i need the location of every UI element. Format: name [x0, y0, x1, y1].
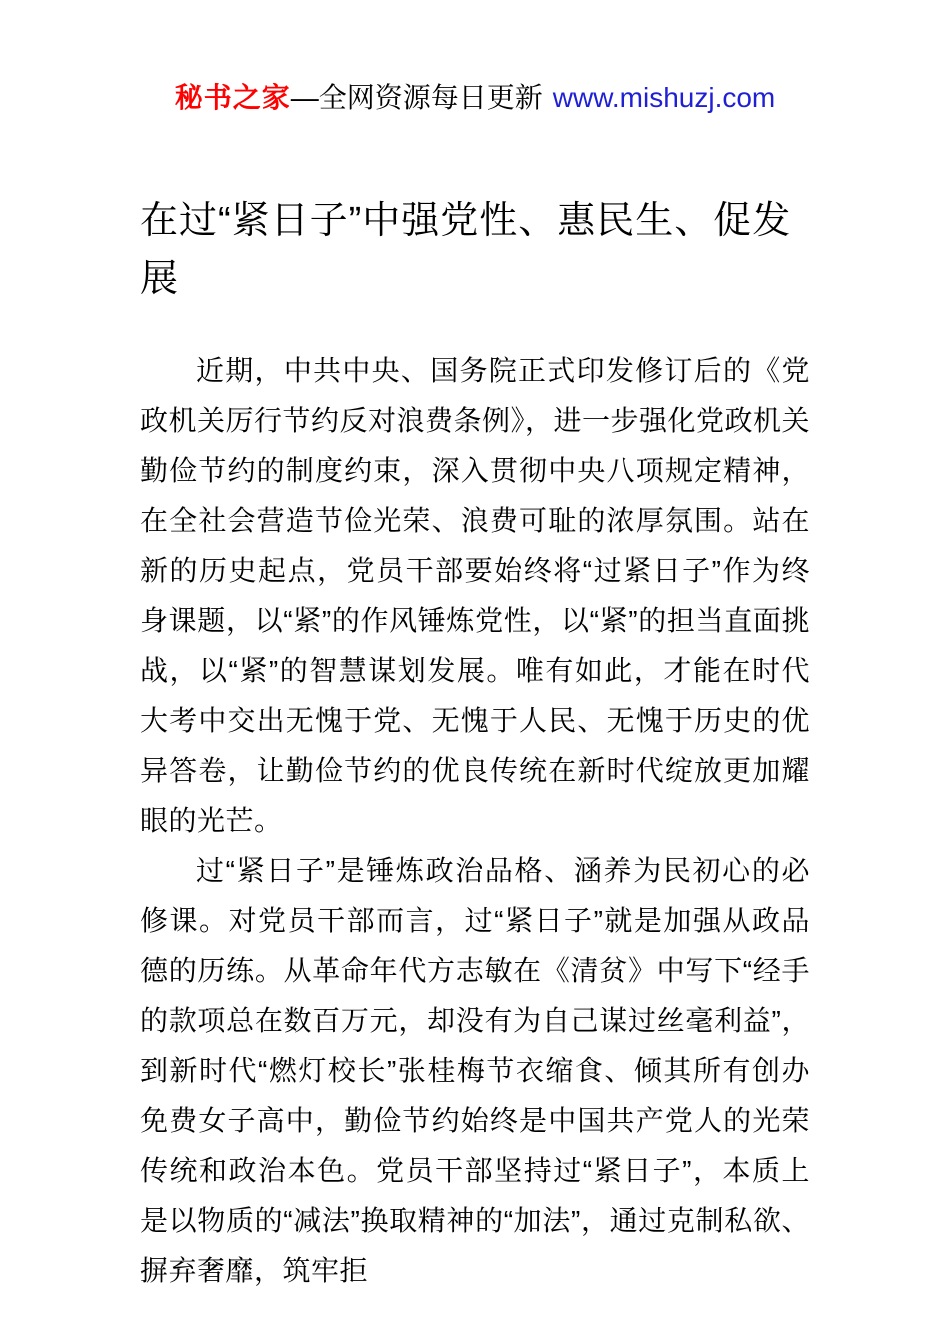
document-content — [140, 192, 810, 1296]
body-paragraph: 近期，中共中央、国务院正式印发修订后的《党政机关厉行节约反对浪费条例》，进一步强化党政机关勤俭节约的制度约束，深入贯彻中央八项规定精神，在全社会营造节俭光荣、浪费可耻的浓厚氛围。站在新的历史起点，党员干部要始终将“过紧日子”作为终身课题，以“紧”的作风锤炼党性，以“紧”的担当直面挑战，以“紧”的智慧谋划发展。唯有如此，才能在时代大考中交出无愧于党、无愧于人民、无愧于历史的优异答卷，让勤俭节约的优良传统在新时代绽放更加耀眼的光芒。 — [140, 355, 811, 836]
site-url: www.mishuzj.com — [552, 82, 776, 113]
header-dash: — — [290, 82, 319, 113]
site-name: 秘书之家 — [174, 82, 291, 113]
site-tagline: 全网资源每日更新 — [318, 82, 543, 113]
site-header — [0, 0, 950, 116]
document-title: 在过“紧日子”中强党性、惠民生、促发展 — [140, 200, 792, 300]
document-body — [140, 346, 810, 1296]
body-paragraph: 过“紧日子”是锤炼政治品格、涵养为民初心的必修课。对党员干部而言，过“紧日子”就是加强从政品德的历练。从革命年代方志敏在《清贫》中写下“经手的款项总在数百万元，却没有为自己谋过丝毫利益”，到新时代“燃灯校长”张桂梅节衣缩食、倾其所有创办免费女子高中，勤俭节约始终是中国共产党人的光荣传统和政治本色。党员干部坚持过“紧日子”，本质上是以物质的“减法”换取精神的“加法”，通过克制私欲、摒弃奢靡，筑牢拒 — [140, 855, 810, 1286]
